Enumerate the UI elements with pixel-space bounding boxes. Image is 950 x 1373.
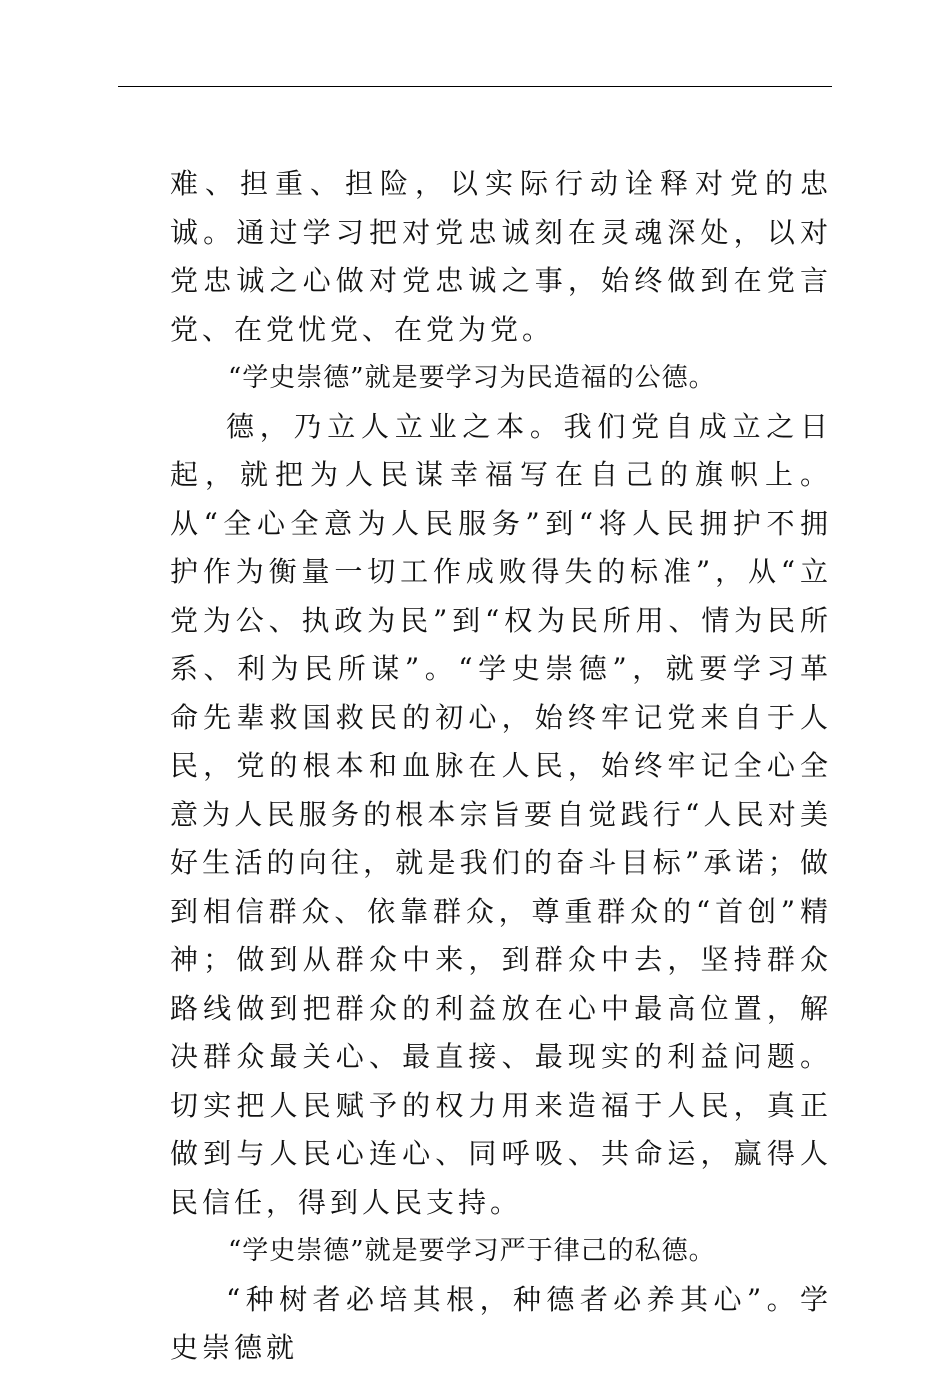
paragraph-private-virtue: “种树者必培其根，种德者必养其心”。学史崇德就 xyxy=(170,1282,832,1364)
section-heading-private-virtue: “学史崇德”就是要学习严于律己的私德。 xyxy=(228,1236,716,1266)
document-body xyxy=(170,160,832,1373)
header-rule xyxy=(118,86,832,87)
paragraph-public-virtue: 德，乃立人立业之本。我们党自成立之日起，就把为人民谋幸福写在自己的旗帜上。从“全心全意为人民服务”到“将人民拥护不拥护作为衡量一切工作成败得失的标准”，从“立党为公、执政为民”到“权为民所用、情为民所系、利为民所谋”。“学史崇德”，就要学习革命先辈救国救民的初心，始终牢记党来自于人民，党的根本和血脉在人民，始终牢记全心全意为人民服务的根本宗旨要自觉践行“人民对美好生活的向往，就是我们的奋斗目标”承诺；做到相信群众、依靠群众，尊重群众的“首创”精神；做到从群众中来，到群众中去，坚持群众路线做到把群众的利益放在心中最高位置，解决群众最关心、最直接、最现实的利益问题。切实把人民赋予的权力用来造福于人民，真正做到与人民心连心、同呼吸、共命运，赢得人民信任，得到人民支持。 xyxy=(170,409,832,1219)
paragraph-continuation: 难、担重、担险，以实际行动诠释对党的忠诚。通过学习把对党忠诚刻在灵魂深处，以对党忠诚之心做对党忠诚之事，始终做到在党言党、在党忧党、在党为党。 xyxy=(170,167,832,346)
section-heading-public-virtue: “学史崇德”就是要学习为民造福的公德。 xyxy=(228,363,716,393)
